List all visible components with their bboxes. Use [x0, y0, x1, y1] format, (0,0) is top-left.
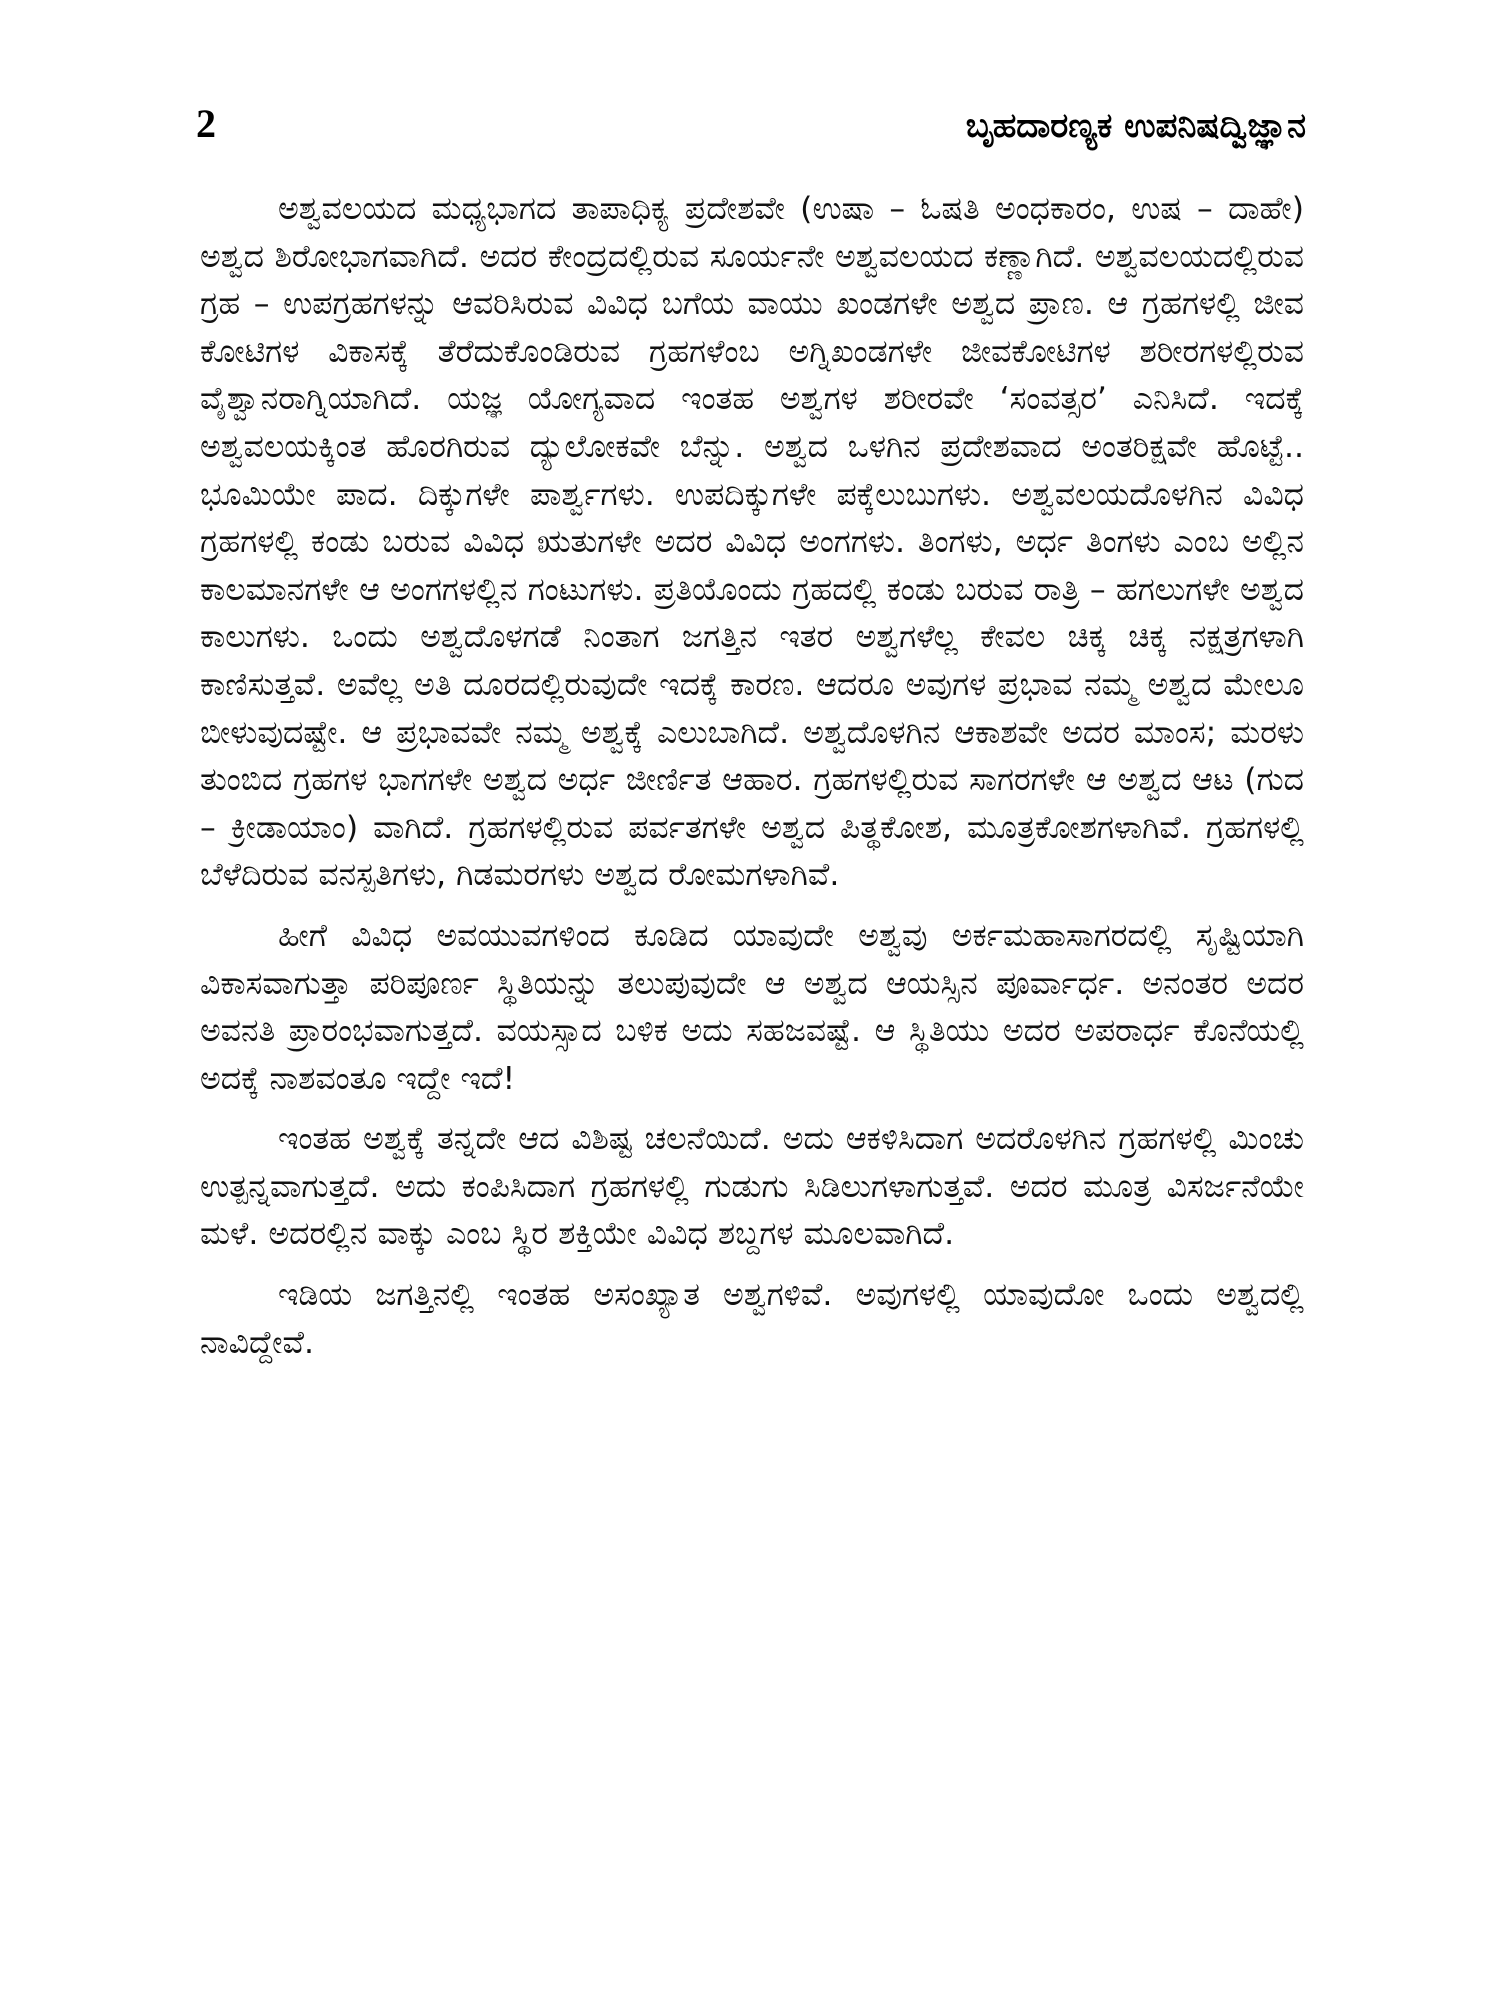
paragraph: ಇಡಿಯ ಜಗತ್ತಿನಲ್ಲಿ ಇಂತಹ ಅಸಂಖ್ಯಾತ ಅಶ್ವಗಳಿವೆ. ಅವುಗಳಲ್ಲಿ ಯಾವುದೋ ಒಂದು ಅಶ್ವದಲ್ಲಿ ನಾವಿದ್ದೇವೆ.	[200, 1277, 1304, 1361]
page-number: 2	[196, 101, 216, 146]
paragraph: ಇಂತಹ ಅಶ್ವಕ್ಕೆ ತನ್ನದೇ ಆದ ವಿಶಿಷ್ಟ ಚಲನೆಯಿದೆ. ಅದು ಆಕಳಿಸಿದಾಗ ಅದರೊಳಗಿನ ಗ್ರಹಗಳಲ್ಲಿ ಮಿಂಚು ಉತ್ಪನ್ನವಾಗುತ್ತದೆ. ಅದು ಕಂಪಿಸಿದಾಗ ಗ್ರಹಗಳಲ್ಲಿ ಗುಡುಗು ಸಿಡಿಲುಗಳಾಗುತ್ತವೆ. ಅದರ ಮೂತ್ರ ವಿಸರ್ಜನೆಯೇ ಮಳೆ. ಅದರಲ್ಲಿನ ವಾಕ್ಕು ಎಂಬ ಸ್ಥಿರ ಶಕ್ತಿಯೇ ವಿವಿಧ ಶಬ್ದಗಳ ಮೂಲವಾಗಿದೆ.	[200, 1121, 1304, 1253]
page-header	[196, 100, 1306, 160]
body-text	[200, 186, 1304, 1956]
paragraph: ಹೀಗೆ ವಿವಿಧ ಅವಯುವಗಳಿಂದ ಕೂಡಿದ ಯಾವುದೇ ಅಶ್ವವು ಅರ್ಕಮಹಾಸಾಗರದಲ್ಲಿ ಸೃಷ್ಟಿಯಾಗಿ ವಿಕಾಸವಾಗುತ್ತಾ ಪರಿಪೂರ್ಣ ಸ್ಥಿತಿಯನ್ನು ತಲುಪುವುದೇ ಆ ಅಶ್ವದ ಆಯಸ್ಸಿನ ಪೂರ್ವಾರ್ಧ. ಅನಂತರ ಅದರ ಅವನತಿ ಪ್ರಾರಂಭವಾಗುತ್ತದೆ. ವಯಸ್ಸಾದ ಬಳಿಕ ಅದು ಸಹಜವಷ್ಟೆ. ಆ ಸ್ಥಿತಿಯು ಅದರ ಅಪರಾರ್ಧ ಕೊನೆಯಲ್ಲಿ ಅದಕ್ಕೆ ನಾಶವಂತೂ ಇದ್ದೇ ಇದೆ!	[200, 917, 1304, 1097]
paragraph: ಅಶ್ವವಲಯದ ಮಧ್ಯಭಾಗದ ತಾಪಾಧಿಕ್ಯ ಪ್ರದೇಶವೇ (ಉಷಾ – ಓಷತಿ ಅಂಧಕಾರಂ, ಉಷ – ದಾಹೇ) ಅಶ್ವದ ಶಿರೋಭಾಗವಾಗಿದೆ. ಅದರ ಕೇಂದ್ರದಲ್ಲಿರುವ ಸೂರ್ಯನೇ ಅಶ್ವವಲಯದ ಕಣ್ಣಾಗಿದೆ. ಅಶ್ವವಲಯದಲ್ಲಿರುವ ಗ್ರಹ – ಉಪಗ್ರಹಗಳನ್ನು ಆವರಿಸಿರುವ ವಿವಿಧ ಬಗೆಯ ವಾಯು ಖಂಡಗಳೇ ಅಶ್ವದ ಪ್ರಾಣ. ಆ ಗ್ರಹಗಳಲ್ಲಿ ಜೀವ ಕೋಟಿಗಳ ವಿಕಾಸಕ್ಕೆ ತೆರೆದುಕೊಂಡಿರುವ ಗ್ರಹಗಳೆಂಬ ಅಗ್ನಿಖಂಡಗಳೇ ಜೀವಕೋಟಿಗಳ ಶರೀರಗಳಲ್ಲಿರುವ ವೈಶ್ವಾನರಾಗ್ನಿಯಾಗಿದೆ. ಯಜ್ಞ ಯೋಗ್ಯವಾದ ಇಂತಹ ಅಶ್ವಗಳ ಶರೀರವೇ ‘ಸಂವತ್ಸರ’ ಎನಿಸಿದೆ. ಇದಕ್ಕೆ ಅಶ್ವವಲಯಕ್ಕಿಂತ ಹೊರಗಿರುವ ದ್ಯುಲೋಕವೇ ಬೆನ್ನು. ಅಶ್ವದ ಒಳಗಿನ ಪ್ರದೇಶವಾದ ಅಂತರಿಕ್ಷವೇ ಹೊಟ್ಟೆ.. ಭೂಮಿಯೇ ಪಾದ. ದಿಕ್ಕುಗಳೇ ಪಾರ್ಶ್ವಗಳು. ಉಪದಿಕ್ಕುಗಳೇ ಪಕ್ಕೆಲುಬುಗಳು. ಅಶ್ವವಲಯದೊಳಗಿನ ವಿವಿಧ ಗ್ರಹಗಳಲ್ಲಿ ಕಂಡು ಬರುವ ವಿವಿಧ ಋತುಗಳೇ ಅದರ ವಿವಿಧ ಅಂಗಗಳು. ತಿಂಗಳು, ಅರ್ಧ ತಿಂಗಳು ಎಂಬ ಅಲ್ಲಿನ ಕಾಲಮಾನಗಳೇ ಆ ಅಂಗಗಳಲ್ಲಿನ ಗಂಟುಗಳು. ಪ್ರತಿಯೊಂದು ಗ್ರಹದಲ್ಲಿ ಕಂಡು ಬರುವ ರಾತ್ರಿ – ಹಗಲುಗಳೇ ಅಶ್ವದ ಕಾಲುಗಳು. ಒಂದು ಅಶ್ವದೊಳಗಡೆ ನಿಂತಾಗ ಜಗತ್ತಿನ ಇತರ ಅಶ್ವಗಳೆಲ್ಲ ಕೇವಲ ಚಿಕ್ಕ ಚಿಕ್ಕ ನಕ್ಷತ್ರಗಳಾಗಿ ಕಾಣಿಸುತ್ತವೆ. ಅವೆಲ್ಲ ಅತಿ ದೂರದಲ್ಲಿರುವುದೇ ಇದಕ್ಕೆ ಕಾರಣ. ಆದರೂ ಅವುಗಳ ಪ್ರಭಾವ ನಮ್ಮ ಅಶ್ವದ ಮೇಲೂ ಬೀಳುವುದಷ್ಟೇ. ಆ ಪ್ರಭಾವವೇ ನಮ್ಮ ಅಶ್ವಕ್ಕೆ ಎಲುಬಾಗಿದೆ. ಅಶ್ವದೊಳಗಿನ ಆಕಾಶವೇ ಅದರ ಮಾಂಸ; ಮರಳು ತುಂಬಿದ ಗ್ರಹಗಳ ಭಾಗಗಳೇ ಅಶ್ವದ ಅರ್ಧ ಜೀರ್ಣಿತ ಆಹಾರ. ಗ್ರಹಗಳಲ್ಲಿರುವ ಸಾಗರಗಳೇ ಆ ಅಶ್ವದ ಆಟ (ಗುದ – ಕ್ರೀಡಾಯಾಂ) ವಾಗಿದೆ. ಗ್ರಹಗಳಲ್ಲಿರುವ ಪರ್ವತಗಳೇ ಅಶ್ವದ ಪಿತ್ಥಕೋಶ, ಮೂತ್ರಕೋಶಗಳಾಗಿವೆ. ಗ್ರಹಗಳಲ್ಲಿ ಬೆಳೆದಿರುವ ವನಸ್ಪತಿಗಳು, ಗಿಡಮರಗಳು ಅಶ್ವದ ರೋಮಗಳಾಗಿವೆ.	[200, 191, 1304, 894]
running-title: ಬೃಹದಾರಣ್ಯಕ ಉಪನಿಷದ್ವಿಜ್ಞಾನ	[965, 106, 1306, 146]
